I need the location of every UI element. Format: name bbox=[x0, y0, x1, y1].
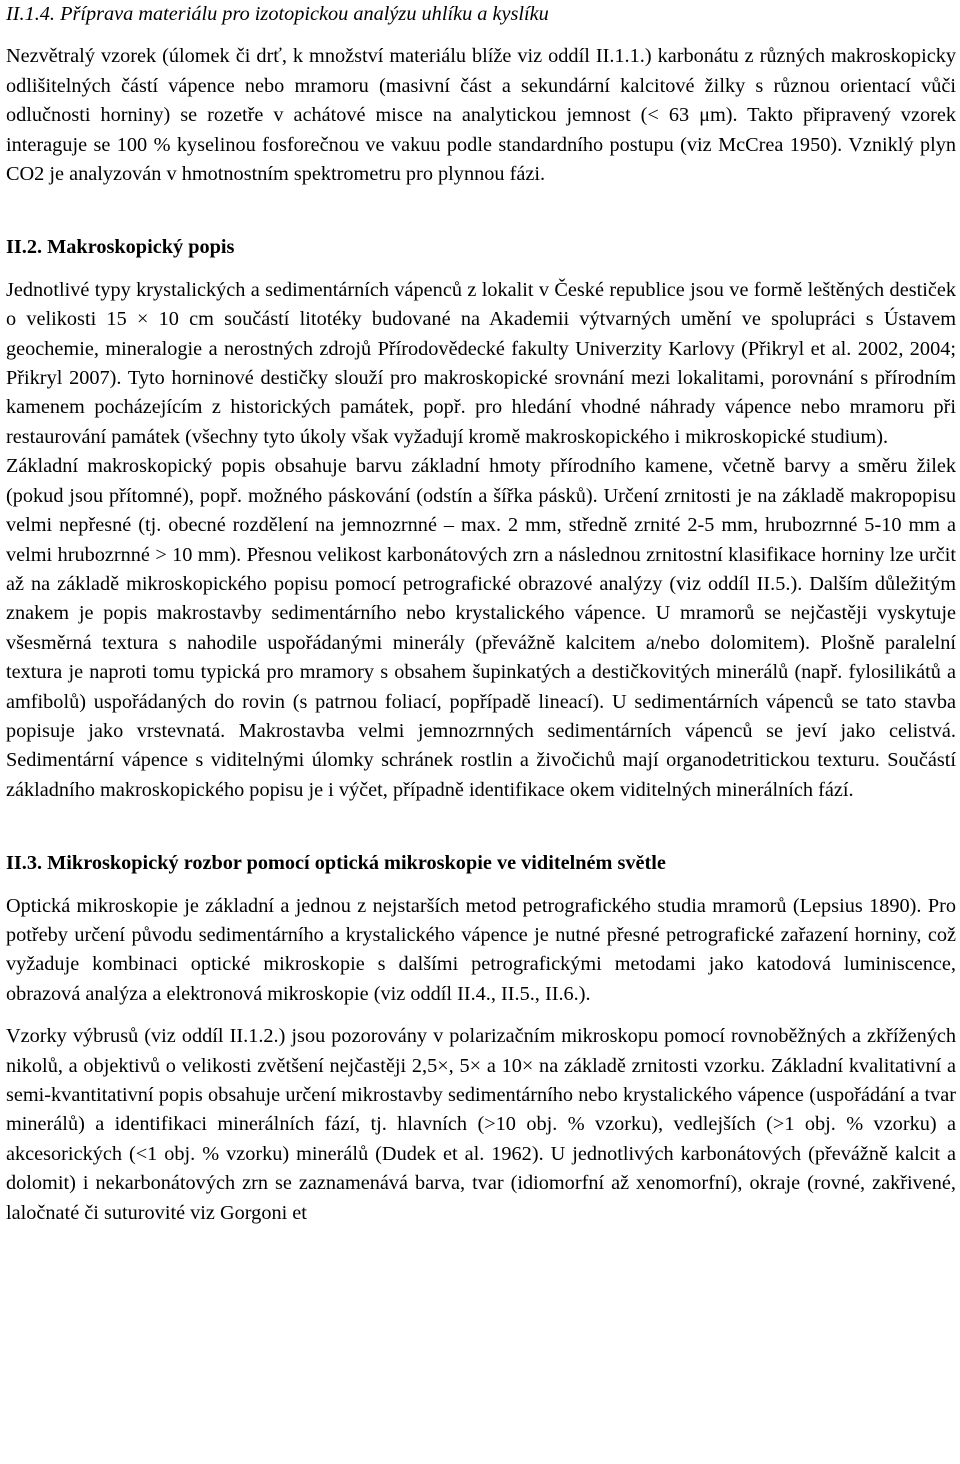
paragraph: Základní makroskopický popis obsahuje barvu základní hmoty přírodního kamene, včetně barvy a směru žilek (pokud jsou přítomné), popř. možného páskování (odstín a šířka pásků). Určení zrnitosti je na základě makropopisu velmi nepřesné (tj. obecné rozdělení na jemnozrnné – max. 2 mm, středně zrnité 2-5 mm, hrubozrnné 5-10 mm a velmi hrubozrnné > 10 mm). Přesnou velikost karbonátových zrn a následnou zrnitostní klasifikace horniny lze určit až na základě mikroskopického popisu pomocí petrografické obrazové analýzy (viz oddíl II.5.). Dalším důležitým znakem je popis makrostavby sedimentárního nebo krystalického vápence. U mramorů se nejčastěji vyskytuje všesměrná textura s nahodile uspořádanými minerály (převážně kalcitem a/nebo dolomitem). Plošně paralelní textura je naproti tomu typická pro mramory s obsahem šupinkatých a destičkovitých minerálů (např. fylosilikátů a amfibolů) uspořádaných do rovin (s patrnou foliací, popřípadě lineací). U sedimentárních vápenců se tato stavba popisuje jako vrstevnatá. Makrostavba velmi jemnozrnných sedimentárních vápenců se jeví jako celistvá. Sedimentární vápence s viditelnými úlomky schránek rostlin a živočichů mají organodetritickou texturu. Součástí základního makroskopického popisu je i výčet, případně identifikace okem viditelných minerálních fází. bbox=[6, 455, 956, 801]
section-optical-microscopy bbox=[6, 849, 956, 1228]
section-isotope-preparation bbox=[6, 0, 956, 189]
section-heading: II.2. Makroskopický popis bbox=[6, 236, 235, 259]
paragraph: Nezvětralý vzorek (úlomek či drť, k množství materiálu blíže viz oddíl II.1.1.) karbonátu z různých makroskopicky odlišitelných částí vápence nebo mramoru (masivní část a sekundární kalcitové žilky s různou orientací vůči odlučnosti horniny) se rozetře v achátové misce na analytickou jemnost (< 63 μm). Takto připravený vzorek interaguje se 100 % kyselinou fosforečnou ve vakuu podle standardního postupu (viz McCrea 1950). Vzniklý plyn CO2 je analyzován v hmotnostním spektrometru pro plynnou fázi. bbox=[6, 45, 956, 186]
section-macroscopic-description bbox=[6, 233, 956, 805]
paragraph: Vzorky výbrusů (viz oddíl II.1.2.) jsou pozorovány v polarizačním mikroskopu pomocí rovnoběžných a zkřížených nikolů, a objektivů o velikosti zvětšení nejčastěji 2,5×, 5× a 10× na základě zrnitosti vzorku. Základní kvalitativní a semi-kvantitativní popis obsahuje určení mikrostavby sedimentárního nebo krystalického vápence (uspořádání a tvar minerálů) a identifikaci minerálních fází, tj. hlavních (>10 obj. % vzorku), vedlejších (>1 obj. % vzorku) a akcesorických (<1 obj. % vzorku) minerálů (Dudek et al. 1962). U jednotlivých karbonátových (převážně kalcit a dolomit) i nekarbonátových zrn se zaznamenává barva, tvar (idiomorfní až xenomorfní), okraje (rovné, zakřivené, laločnaté či suturovité viz Gorgoni et bbox=[6, 1025, 956, 1224]
section-heading: II.3. Mikroskopický rozbor pomocí optická mikroskopie ve viditelném světle bbox=[6, 852, 666, 875]
paragraph: Optická mikroskopie je základní a jednou z nejstarších metod petrografického studia mramorů (Lepsius 1890). Pro potřeby určení původu sedimentárního a krystalického vápence je nutné přesné petrografické zařazení horniny, což vyžaduje kombinaci optické mikroskopie s dalšími petrografickými metodami jako katodová luminiscence, obrazová analýza a elektronová mikroskopie (viz oddíl II.4., II.5., II.6.). bbox=[6, 894, 956, 1005]
paragraph: Jednotlivé typy krystalických a sedimentárních vápenců z lokalit v České republice jsou ve formě leštěných destiček o velikosti 15 × 10 cm součástí litotéky budované na Akademii výtvarných umění ve spolupráci s Ústavem geochemie, mineralogie a nerostných zdrojů Přírodovědecké fakulty Univerzity Karlovy (Přikryl et al. 2002, 2004; Přikryl 2007). Tyto horninové destičky slouží pro makroskopické srovnání mezi lokalitami, porovnání s přírodním kamenem pocházejícím z historických památek, popř. pro hledání vhodné náhrady vápence nebo mramoru při restaurování památek (všechny tyto úkoly však vyžadují kromě makroskopického i mikroskopické studium). bbox=[6, 278, 956, 448]
section-heading: II.1.4. Příprava materiálu pro izotopickou analýzu uhlíku a kyslíku bbox=[6, 3, 549, 25]
